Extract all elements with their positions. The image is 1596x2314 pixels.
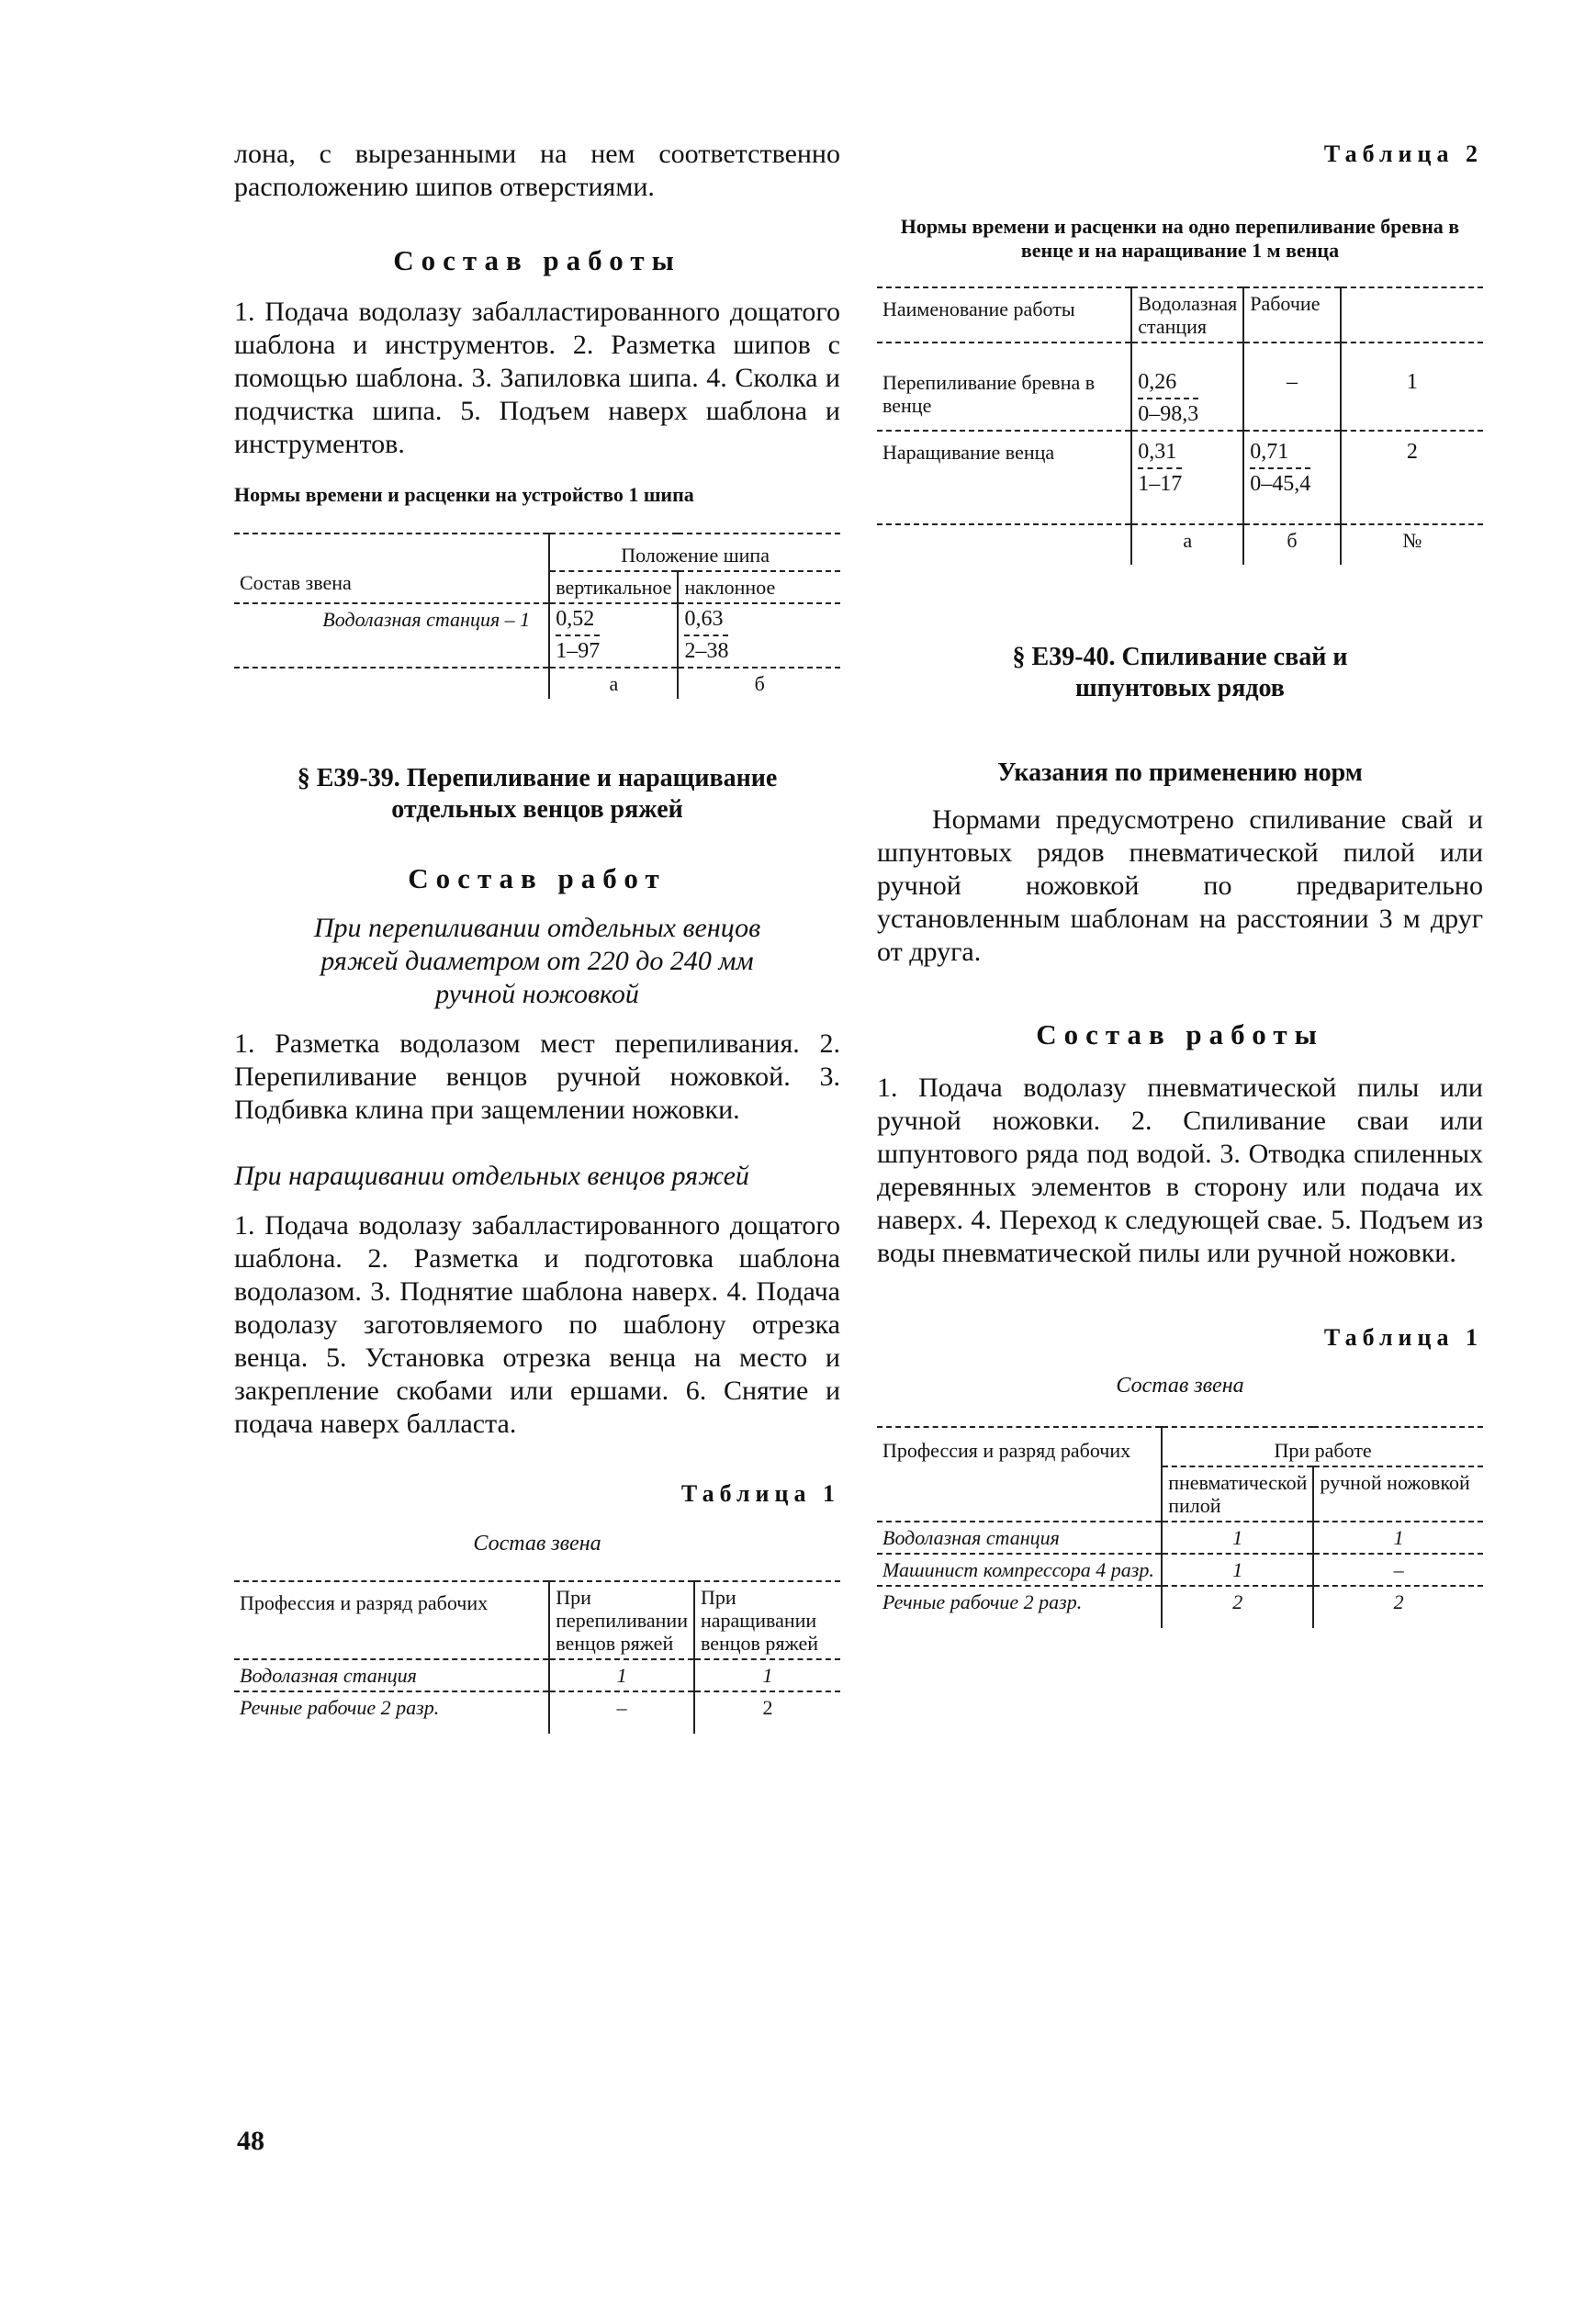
value-cell: – (1243, 343, 1341, 431)
header-cell: Наименование работы (882, 298, 1075, 320)
section-text: 1. Подача водолазу забалластированного дощатого шаблона и инструментов. 2. Разметка шипов с помощью шаблона. 3. Запиловка шипа. 4. Сколка и подчистка шипа. 5. Подъем наверх шаблона и инструментов. (234, 297, 840, 459)
page-number: 48 (237, 2126, 264, 2156)
header-cell: наклонное (678, 571, 840, 603)
header-cell: Рабочие (1243, 287, 1341, 343)
section-title: Состав работы (393, 244, 681, 276)
header-cell: Профессия и разряд рабочих (877, 1427, 1162, 1522)
section-text: 1. Подача водолазу забалластированного дощатого шаблона. 2. Разметка и подготовка шаблона водолазом. 3. Поднятие шаблона наверх. 4. Подача водолазу заготовляемого по шаблону отрезка венца. 5. Установка отрезка венца на место и закрепление скобами или ершами. 6. Снятие и подача наверх балласта. (234, 1210, 840, 1439)
value-cell: 1 (694, 1659, 840, 1691)
header-cell: Положение шипа (549, 534, 840, 571)
intro-text: лона, с вырезанными на нем соответственно расположению шипов отверстиями. (234, 139, 840, 202)
norms-table (877, 286, 1483, 565)
table-title: Нормы времени и расценки на устройство 1 шипа (234, 483, 694, 506)
column-letter: б (1243, 524, 1341, 565)
section-text: Нормами предусмотрено спиливание свай и шпунтовых рядов пневматической пилой или ручной ножовкой по предварительно установленным шаблонам на расстоянии 3 м друг от друга. (877, 804, 1483, 967)
value-cell: 1 (1313, 1522, 1483, 1554)
column-letter: а (1131, 524, 1243, 565)
value-cell: 1 (549, 1659, 694, 1691)
subsection-title: При наращивании отдельных венцов ряжей (234, 1161, 749, 1191)
value-cell: $\frac{0,26}{0-98,3}$ (1131, 343, 1243, 431)
row-number: 1 (1341, 343, 1483, 431)
header-cell: Состав звена (234, 534, 549, 603)
crew-table (877, 1426, 1483, 1628)
right-column (877, 138, 1483, 1628)
row-label: Водолазная станция – 1 (322, 608, 531, 631)
table-label: Таблица 1 (1323, 1324, 1483, 1351)
header-cell: вертикальное (549, 571, 678, 603)
crew-table (234, 1580, 840, 1734)
value-cell: 2 (1162, 1586, 1313, 1628)
row-label: Наращивание венца (882, 441, 1055, 464)
value-cell: $\frac{0,63}{2-38}$ (678, 603, 840, 668)
row-label: Водолазная станция (882, 1526, 1060, 1549)
column-letter: а (549, 668, 678, 699)
section-title: Состав работ (408, 862, 667, 894)
norms-table (234, 533, 840, 699)
row-number: 2 (1341, 431, 1483, 524)
header-cell: При работе (1162, 1427, 1483, 1466)
section-heading: § Е39-40. Спиливание свай и шпунтовых рядов (1012, 643, 1348, 702)
table-title: Нормы времени и расценки на одно перепиливание бревна в венце и на наращивание 1 м венца (900, 215, 1460, 262)
row-label: Водолазная станция (240, 1664, 417, 1687)
value-cell: – (549, 1691, 694, 1734)
table-caption: Состав звена (1116, 1374, 1244, 1398)
value-cell: $\frac{0,71}{0-45,4}$ (1243, 431, 1341, 524)
header-cell: При перепиливании венцов ряжей (549, 1581, 694, 1659)
section-text: 1. Подача водолазу пневматической пилы или ручной ножовки. 2. Спиливание сваи или шпунтового ряда под водой. 3. Отводка спиленных деревянных элементов в сторону или подача их наверх. 4. Переход к следующей свае. 5. Подъем из воды пневматической пилы или ручной ножовки. (877, 1073, 1483, 1268)
value-cell: 2 (694, 1691, 840, 1734)
table-caption: Состав звена (473, 1532, 601, 1556)
table-label: Таблица 2 (1323, 140, 1483, 167)
section-heading: § Е39-39. Перепиливание и наращивание отдельных венцов ряжей (297, 764, 778, 824)
value-cell: 1 (1162, 1554, 1313, 1586)
header-cell: ручной ножовкой (1313, 1466, 1483, 1522)
value-cell: 2 (1313, 1586, 1483, 1628)
row-label: Речные рабочие 2 разр. (882, 1590, 1083, 1613)
section-text: 1. Разметка водолазом мест перепиливания. 2. Перепиливание венцов ручной ножовкой. 3. Подбивка клина при защемлении ножовки. (234, 1028, 840, 1125)
subsection-title: Указания по применению норм (997, 758, 1363, 787)
header-cell: Водолазная станция (1131, 287, 1243, 343)
header-cell: Профессия и разряд рабочих (240, 1591, 489, 1614)
header-cell: пневматической пилой (1162, 1466, 1313, 1522)
left-column (234, 138, 840, 1734)
row-label: Речные рабочие 2 разр. (240, 1696, 440, 1719)
column-letter: б (678, 668, 840, 699)
section-title: Состав работы (1036, 1018, 1324, 1050)
value-cell: 1 (1162, 1522, 1313, 1554)
value-cell: $\frac{0,52}{1-97}$ (549, 603, 678, 668)
row-label: Машинист компрессора 4 разр. (882, 1558, 1154, 1581)
subsection-title: При перепиливании отдельных венцов ряжей диаметром от 220 до 240 мм ручной ножовкой (313, 913, 761, 1009)
row-label: Перепиливание бревна в венце (882, 371, 1096, 417)
value-cell: $\frac{0,31}{1-17}$ (1131, 431, 1243, 524)
header-cell: При наращивании венцов ряжей (694, 1581, 840, 1659)
column-letter: № (1341, 524, 1483, 565)
table-label: Таблица 1 (680, 1480, 840, 1507)
value-cell: – (1313, 1554, 1483, 1586)
